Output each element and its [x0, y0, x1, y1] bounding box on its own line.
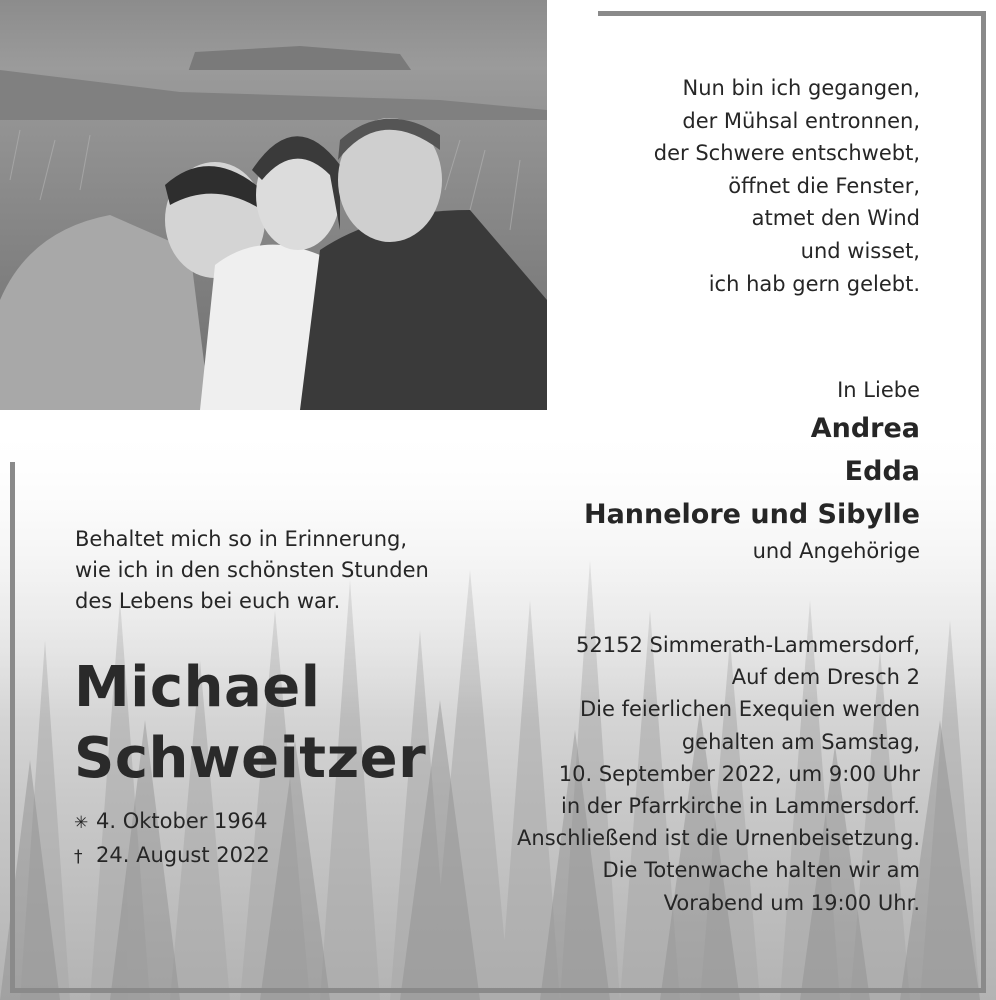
- quote-line: Behaltet mich so in Erinnerung,: [75, 527, 408, 551]
- poem-line: ich hab gern gelebt.: [708, 271, 920, 296]
- mourners-outro: und Angehörige: [752, 539, 920, 563]
- poem-line: der Mühsal entronnen,: [682, 108, 920, 133]
- mourners-block: [584, 373, 920, 566]
- poem: [654, 72, 920, 300]
- death-cross-icon: †: [74, 847, 83, 867]
- mourner-name: Edda: [844, 456, 920, 487]
- service-line: 10. September 2022, um 9:00 Uhr: [558, 761, 920, 786]
- service-line: Anschließend ist die Urnenbeisetzung.: [517, 826, 920, 851]
- address-line: Auf dem Dresch 2: [731, 665, 920, 690]
- poem-line: und wisset,: [800, 238, 920, 263]
- mourner-name: Hannelore und Sibylle: [583, 499, 920, 530]
- life-dates: [74, 805, 270, 873]
- birth-date: 4. Oktober 1964: [96, 809, 268, 833]
- deceased-name: [74, 652, 426, 794]
- poem-line: Nun bin ich gegangen,: [682, 76, 920, 100]
- service-line: Die feierlichen Exequien werden: [580, 697, 920, 722]
- service-line: Vorabend um 19:00 Uhr.: [663, 890, 920, 915]
- birth-row: [74, 805, 270, 839]
- service-line: Die Totenwache halten wir am: [602, 858, 920, 883]
- poem-line: öffnet die Fenster,: [728, 173, 920, 198]
- quote-line: wie ich in den schönsten Stunden: [75, 558, 429, 582]
- mourners-intro: In Liebe: [837, 378, 920, 402]
- frame-right-line: [981, 11, 986, 993]
- quote-line: des Lebens bei euch war.: [75, 589, 341, 613]
- poem-line: atmet den Wind: [751, 206, 920, 231]
- service-info: [517, 629, 920, 919]
- remembrance-quote: [75, 524, 429, 617]
- service-line: gehalten am Samstag,: [681, 729, 920, 754]
- death-row: [74, 839, 270, 873]
- deceased-first-name: Michael: [74, 655, 321, 720]
- poem-line: der Schwere entschwebt,: [653, 141, 920, 166]
- death-date: 24. August 2022: [96, 843, 270, 867]
- service-line: in der Pfarrkirche in Lammersdorf.: [561, 794, 920, 819]
- deceased-last-name: Schweitzer: [74, 726, 427, 791]
- mourner-name: Andrea: [810, 413, 920, 444]
- frame-bottom-line: [10, 988, 986, 993]
- address-line: 52152 Simmerath-Lammersdorf,: [576, 633, 920, 657]
- birth-star-icon: ✳: [74, 813, 89, 833]
- family-photo: [0, 0, 547, 410]
- frame-top-line: [598, 11, 986, 16]
- frame-left-line: [10, 462, 15, 993]
